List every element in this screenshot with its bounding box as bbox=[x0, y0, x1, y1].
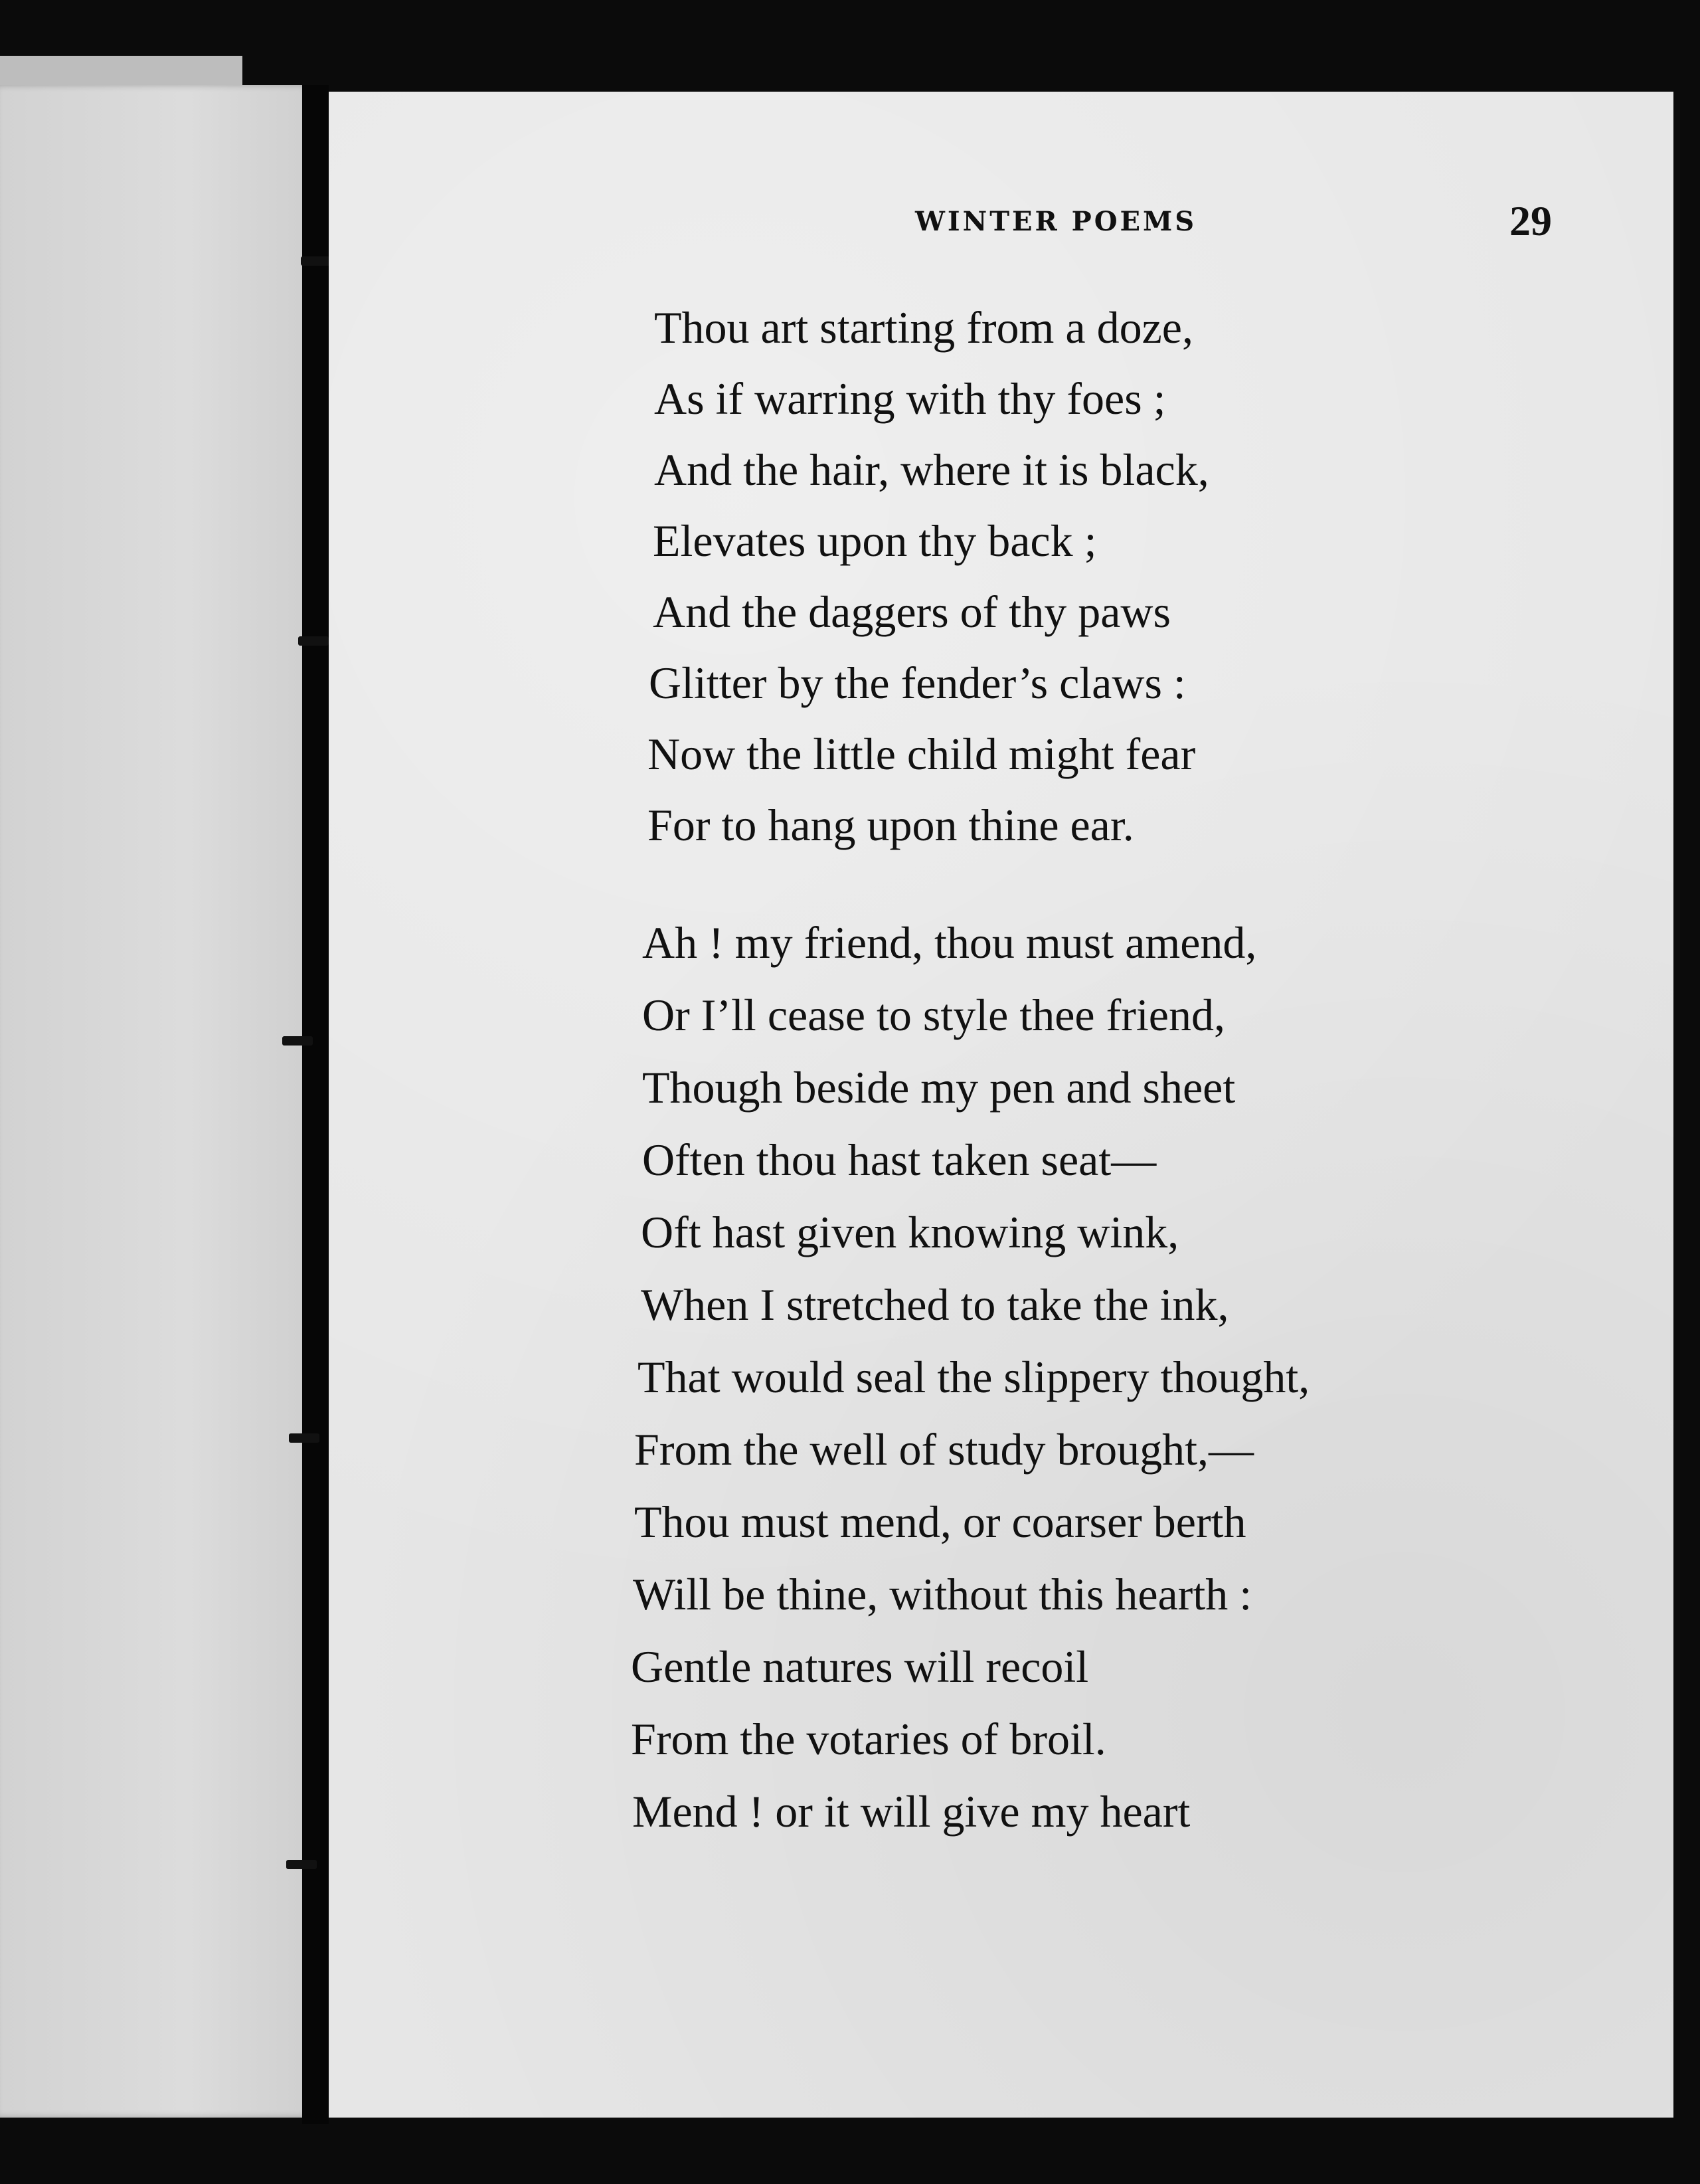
poem-line: Oft hast given knowing wink, bbox=[641, 1207, 1179, 1257]
poem-line: As if warring with thy foes ; bbox=[654, 373, 1166, 424]
poem-line: Ah ! my friend, thou must amend, bbox=[642, 917, 1257, 968]
poem-line: Elevates upon thy back ; bbox=[653, 515, 1097, 566]
book-gutter bbox=[302, 85, 329, 2124]
stanza-2 bbox=[631, 907, 1571, 1848]
poem-line: Thou art starting from a doze, bbox=[654, 302, 1193, 353]
binding-stitch bbox=[298, 636, 329, 646]
poem-line: Often thou hast taken seat— bbox=[642, 1135, 1157, 1185]
poem-line: From the votaries of broil. bbox=[631, 1714, 1106, 1764]
poem-line: And the hair, where it is black, bbox=[654, 444, 1209, 495]
poem-line: That would seal the slippery thought, bbox=[638, 1352, 1310, 1402]
binding-stitch bbox=[289, 1433, 319, 1443]
poem-line: From the well of study brought,— bbox=[634, 1424, 1254, 1475]
poem-line: When I stretched to take the ink, bbox=[641, 1279, 1229, 1330]
page-number: 29 bbox=[1509, 197, 1552, 244]
binding-stitch bbox=[282, 1036, 313, 1046]
running-head: WINTER POEMS bbox=[915, 206, 1197, 237]
binding-stitch bbox=[301, 256, 331, 266]
stanza-1 bbox=[641, 292, 1571, 861]
poem-line: Or I’ll cease to style thee friend, bbox=[642, 990, 1225, 1040]
poem-line: Now the little child might fear bbox=[647, 729, 1196, 779]
poem-line: Gentle natures will recoil bbox=[631, 1641, 1089, 1692]
left-page bbox=[0, 85, 311, 2118]
poem-line: For to hang upon thine ear. bbox=[647, 800, 1134, 850]
poem-line: Mend ! or it will give my heart bbox=[632, 1786, 1191, 1837]
poem-line: Thou must mend, or coarser berth bbox=[634, 1497, 1246, 1547]
binding-stitch bbox=[286, 1860, 317, 1869]
poem-line: Glitter by the fender’s claws : bbox=[649, 658, 1186, 708]
adjacent-page-edge bbox=[0, 56, 242, 85]
poem-line: Though beside my pen and sheet bbox=[642, 1062, 1236, 1113]
poem-line: Will be thine, without this hearth : bbox=[633, 1569, 1252, 1619]
poem-line: And the daggers of thy paws bbox=[653, 587, 1171, 637]
